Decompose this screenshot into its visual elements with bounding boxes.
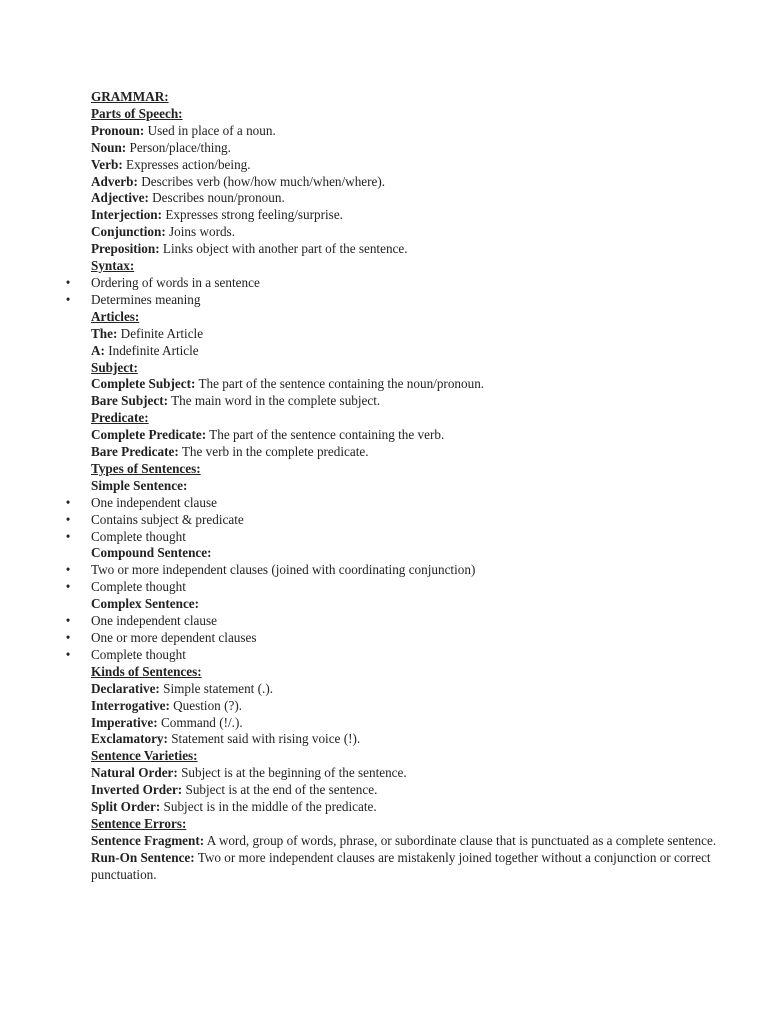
bullet-text: Complete thought: [91, 646, 186, 662]
bullet-text: Two or more independent clauses (joined with coordinating conjunction): [91, 562, 476, 578]
bullet-text: One independent clause: [91, 613, 217, 629]
document-body: [65, 89, 751, 884]
definition-term: Preposition:: [91, 241, 160, 257]
definition-text: The part of the sentence containing the verb.: [206, 427, 445, 443]
bullet-item: [65, 528, 751, 546]
definition-text: Subject is at the end of the sentence.: [182, 782, 378, 798]
definition-text: Used in place of a noun.: [144, 122, 276, 138]
definition-term: Split Order:: [91, 799, 161, 815]
definition-line: [91, 731, 751, 748]
bullet-item: [65, 274, 751, 292]
bullet-text: One or more dependent clauses: [91, 630, 257, 645]
bullet-text: Determines meaning: [91, 291, 201, 307]
definition-line: [91, 715, 751, 732]
definition-text: Command (!/.).: [157, 714, 243, 730]
bullet-icon: •: [65, 494, 71, 510]
definition-text: Question (?).: [169, 697, 243, 713]
section-heading: Subject:: [91, 359, 138, 375]
definition-term: Exclamatory:: [91, 731, 168, 747]
bullet-item: [65, 646, 751, 664]
definition-line: [91, 241, 751, 258]
bullet-item: [65, 291, 751, 309]
definition-term: Interjection:: [91, 207, 163, 223]
bullet-icon: •: [65, 630, 71, 645]
bullet-item: [65, 494, 751, 512]
bullet-icon: •: [65, 274, 71, 290]
bullet-icon: •: [65, 291, 71, 307]
definition-line: [91, 140, 751, 157]
definition-line: [91, 427, 751, 444]
bullet-icon: •: [65, 511, 71, 527]
definition-line: [91, 681, 751, 698]
definition-text: Expresses strong feeling/surprise.: [162, 207, 343, 223]
subsection-heading: Simple Sentence:: [91, 477, 188, 493]
bullet-item: [65, 579, 751, 596]
definition-term: Declarative:: [91, 680, 160, 696]
document-blocks: [65, 105, 751, 884]
definition-text: Simple statement (.).: [159, 680, 274, 696]
definition-term: Run-On Sentence:: [91, 849, 195, 865]
definition-term: Adverb:: [91, 173, 138, 189]
definition-text: Subject is at the beginning of the sentence.: [177, 765, 407, 781]
definition-line: [91, 782, 751, 799]
subsection-heading: Compound Sentence:: [91, 545, 212, 561]
section-heading: Articles:: [91, 308, 140, 324]
bullet-text: Complete thought: [91, 528, 186, 544]
definition-text: Links object with another part of the sentence.: [159, 241, 408, 257]
definition-line: [91, 833, 751, 850]
definition-line: [91, 157, 751, 174]
bullet-text: One independent clause: [91, 494, 217, 510]
document-title: GRAMMAR:: [91, 89, 169, 104]
bullet-icon: •: [65, 579, 71, 595]
bullet-icon: •: [65, 646, 71, 662]
definition-term: Sentence Fragment:: [91, 832, 205, 848]
definition-line: [91, 343, 751, 360]
definition-term: Natural Order:: [91, 765, 178, 781]
definition-term: Imperative:: [91, 714, 158, 730]
definition-text: The main word in the complete subject.: [168, 393, 381, 409]
definition-text: The part of the sentence containing the noun/pronoun.: [195, 376, 485, 392]
definition-line: [91, 207, 751, 224]
definition-term: Adjective:: [91, 190, 149, 206]
section-heading: Predicate:: [91, 410, 149, 426]
definition-line: [91, 393, 751, 410]
definition-term: A:: [91, 342, 105, 358]
definition-text: Describes noun/pronoun.: [148, 190, 285, 206]
bullet-text: Ordering of words in a sentence: [91, 274, 260, 290]
bullet-text: Complete thought: [91, 579, 186, 595]
definition-term: Pronoun:: [91, 122, 145, 138]
definition-line: [91, 123, 751, 140]
definition-term: Complete Predicate:: [91, 427, 207, 443]
bullet-icon: •: [65, 528, 71, 544]
definition-text: Expresses action/being.: [122, 156, 251, 172]
definition-line: [91, 799, 751, 816]
definition-term: The:: [91, 325, 118, 341]
definition-line: [91, 190, 751, 207]
definition-text: Indefinite Article: [104, 342, 199, 358]
bullet-item: [65, 511, 751, 529]
definition-text: Two or more independent clauses are mistakenly joined together without a conjunction or correct punctuation.: [91, 849, 711, 882]
section-heading: Sentence Errors:: [91, 815, 187, 831]
section-heading: Parts of Speech:: [91, 105, 183, 121]
subsection-heading: Complex Sentence:: [91, 596, 200, 612]
bullet-item: [65, 630, 751, 647]
definition-term: Complete Subject:: [91, 376, 196, 392]
definition-text: Joins words.: [165, 224, 235, 240]
section-heading: Syntax:: [91, 258, 135, 274]
bullet-icon: •: [65, 613, 71, 629]
definition-text: A word, group of words, phrase, or subordinate clause that is punctuated as a complete sentence.: [204, 832, 717, 848]
definition-line: [91, 224, 751, 241]
definition-text: The verb in the complete predicate.: [178, 444, 369, 460]
definition-term: Verb:: [91, 156, 123, 172]
definition-line: [91, 376, 751, 393]
definition-term: Inverted Order:: [91, 782, 183, 798]
definition-text: Statement said with rising voice (!).: [167, 731, 361, 747]
section-heading: Kinds of Sentences:: [91, 663, 202, 679]
bullet-icon: •: [65, 562, 71, 578]
definition-line: [91, 765, 751, 782]
bullet-item: [65, 613, 751, 630]
definition-term: Bare Subject:: [91, 393, 169, 409]
definition-text: Describes verb (how/how much/when/where).: [137, 173, 386, 189]
definition-line: [91, 174, 751, 191]
section-heading: Sentence Varieties:: [91, 748, 198, 764]
definition-term: Noun:: [91, 139, 127, 155]
definition-term: Bare Predicate:: [91, 444, 179, 460]
bullet-text: Contains subject & predicate: [91, 511, 244, 527]
definition-line: [91, 850, 751, 884]
definition-term: Conjunction:: [91, 224, 166, 240]
definition-text: Person/place/thing.: [126, 139, 231, 155]
definition-term: Interrogative:: [91, 697, 170, 713]
definition-line: [91, 444, 751, 461]
definition-text: Definite Article: [117, 325, 204, 341]
definition-line: [91, 698, 751, 715]
bullet-item: [65, 562, 751, 579]
section-heading: Types of Sentences:: [91, 460, 201, 476]
definition-line: [91, 326, 751, 343]
definition-text: Subject is in the middle of the predicate.: [160, 799, 377, 815]
